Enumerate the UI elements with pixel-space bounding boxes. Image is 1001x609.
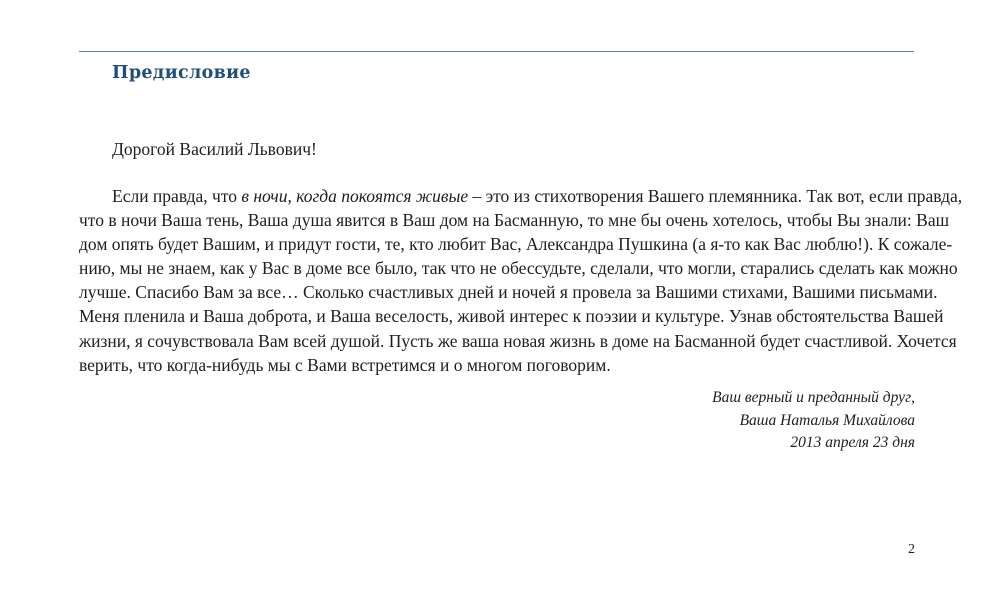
letter-line-2: что в ночи Ваша тень, Ваша душа явится в Ваш дом на Басманную, то мне бы очень хотелось, чтобы Вы знали: Ваш [79, 210, 950, 231]
letter-greeting: Дорогой Василий Львович! [112, 139, 317, 159]
letter-line-6: Меня пленила и Ваша доброта, и Ваша веселость, живой интерес к поэзии и культуре. Узнав обстоятельства Вашей [79, 306, 944, 327]
signature-name: Ваша Наталья Михайлова [739, 411, 915, 429]
page-title: Предисловие [112, 63, 251, 83]
letter-line-7: жизни, я сочувствовала Вам всей душой. Пусть же ваша новая жизнь в доме на Басманной будет счастливой. Хочется [79, 330, 957, 351]
letter-body [79, 184, 963, 377]
signature-date: 2013 апреля 23 дня [790, 434, 915, 451]
quoted-verse: в ночи, когда покоятся живые [241, 186, 469, 206]
header-rule [79, 51, 914, 52]
letter-line-8: верить, что когда-нибудь мы с Вами встретимся и о многом поговорим. [79, 354, 611, 375]
letter-line-1 [79, 184, 963, 208]
letter-line-4: нию, мы не знаем, как у Вас в доме все было, так что не обессудьте, сделали, что могли, старались сделать как можно [79, 258, 958, 279]
letter-line-3: дом опять будет Вашим, и придут гости, те, кто любит Вас, Александра Пушкина (а я-то как Вас люблю!). К сожале- [79, 234, 953, 255]
page-number: 2 [908, 542, 915, 557]
letter-line-1-end: – это из стихотворения Вашего племянника. Так вот, если правда, [468, 186, 963, 206]
letter-line-5: лучше. Спасибо Вам за все… Сколько счастливых дней и ночей я провела за Вашими стихами, Вашими письмами. [79, 282, 938, 303]
letter-line-1-start: Если правда, что [112, 186, 242, 206]
signature-block [712, 387, 915, 455]
signature-closing: Ваш верный и преданный друг, [712, 389, 915, 406]
